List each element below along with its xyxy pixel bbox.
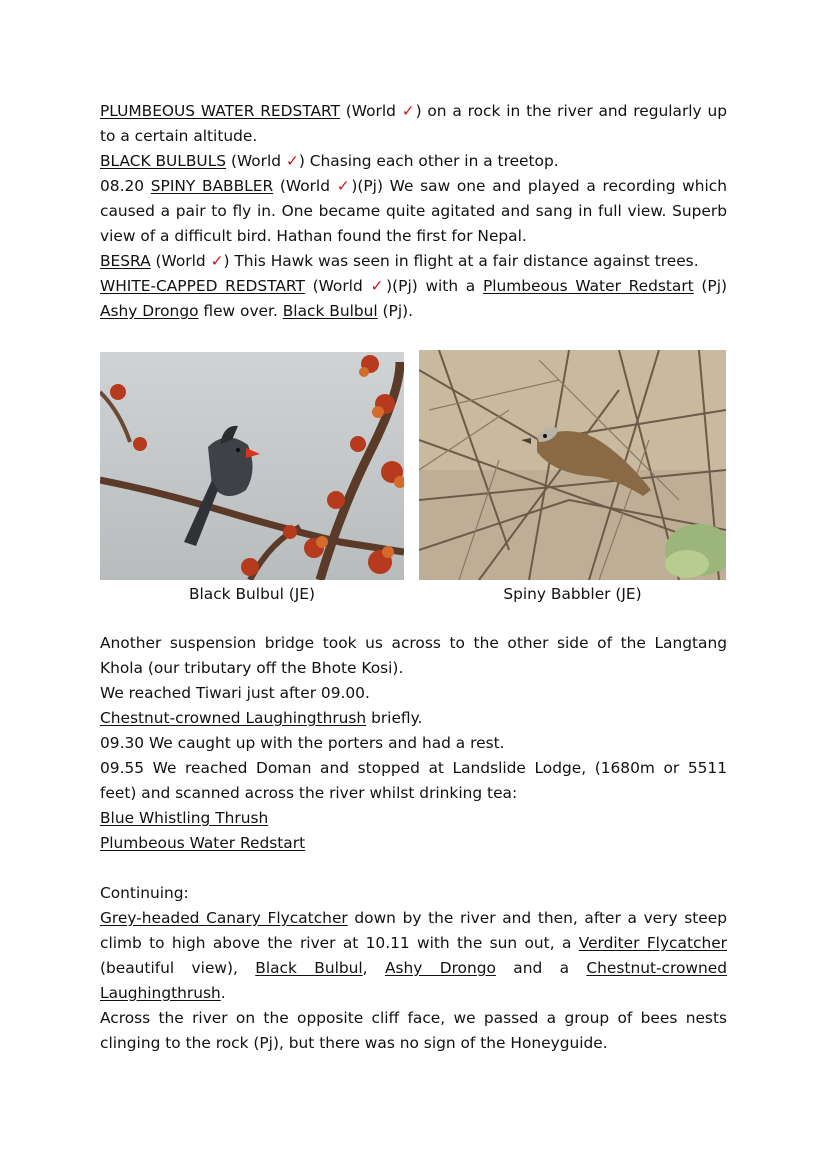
species-name: SPINY BABBLER (150, 177, 274, 195)
species-name: Plumbeous Water Redstart (482, 277, 694, 295)
species-name: Ashy Drongo (100, 302, 199, 320)
text: (World (339, 102, 402, 120)
bees-paragraph: Across the river on the opposite cliff face, we passed a group of bees nests clinging to the rock (Pj), but there was no sign of the Honeyguide. (100, 1009, 727, 1052)
black-bulbul-image (100, 352, 404, 580)
species-name: BLACK BULBULS (100, 152, 227, 170)
bulbuls-paragraph (100, 149, 727, 174)
spacer (100, 856, 727, 881)
species-name: Black Bulbul (255, 959, 363, 977)
white-capped-paragraph (100, 274, 727, 324)
species-list-item: Blue Whistling Thrush (100, 809, 269, 827)
species-list-item: Plumbeous Water Redstart (100, 834, 306, 852)
doman-paragraph: 09.55 We reached Doman and stopped at Landslide Lodge, (1680m or 5511 feet) and scanned across the river whilst drinking tea: (100, 759, 727, 802)
text: and a (495, 959, 587, 977)
porters-line: 09.30 We caught up with the porters and had a rest. (100, 734, 505, 752)
species-name: WHITE-CAPPED REDSTART (100, 277, 305, 295)
text: briefly. (366, 709, 423, 727)
check-icon: ✓ (401, 102, 416, 120)
text: (World (226, 152, 286, 170)
text: )(Pj) with a (386, 277, 483, 295)
redstart-paragraph (100, 99, 727, 149)
species-name: Grey-headed Canary Flycatcher (100, 909, 348, 927)
text: )(Pj) We saw one and played a recording which caused a pair to fly in. One became quite agitated and sang in full view. Superb view of a difficult bird. Hathan found the first for Nepal. (100, 177, 727, 245)
bridge-paragraph: Another suspension bridge took us across to the other side of the Langtang Khola (our tributary off the Bhote Kosi). (100, 634, 727, 677)
laughingthrush-line (100, 706, 727, 731)
photo-row (100, 350, 727, 612)
check-icon: ✓ (210, 252, 224, 270)
text: (World (273, 177, 337, 195)
text: ) Chasing each other in a treetop. (298, 152, 559, 170)
species-name: Chestnut-crowned Laughingthrush (100, 709, 367, 727)
check-icon: ✓ (370, 277, 387, 295)
continuing-line: Continuing: (100, 884, 189, 902)
time: 08.20 (100, 177, 151, 195)
photo-caption-black-bulbul: Black Bulbul (JE) (188, 585, 316, 603)
species-name: Ashy Drongo (384, 959, 496, 977)
spiny-babbler-photo (419, 350, 726, 580)
flycatcher-paragraph (100, 906, 727, 1006)
check-icon: ✓ (285, 152, 299, 170)
check-icon: ✓ (336, 177, 352, 195)
text: flew over. (198, 302, 283, 320)
photo-caption-spiny-babbler: Spiny Babbler (JE) (503, 585, 642, 603)
species-name: Black Bulbul (282, 302, 378, 320)
text: . (220, 984, 226, 1002)
black-bulbul-photo (100, 352, 404, 580)
text: (beautiful view), (100, 959, 256, 977)
species-name: PLUMBEOUS WATER REDSTART (100, 102, 340, 120)
text: (Pj). (377, 302, 414, 320)
babbler-paragraph (100, 174, 727, 249)
text: (Pj) (693, 277, 727, 295)
besra-paragraph (100, 249, 727, 274)
tiwari-line: We reached Tiwari just after 09.00. (100, 684, 370, 702)
text: ) on a rock in the river and regularly up to a certain altitude. (100, 102, 727, 145)
species-name: Chestnut-crowned Laughingthrush (100, 959, 727, 1002)
intro-section (100, 99, 727, 324)
species-name: BESRA (100, 252, 151, 270)
text: , (362, 959, 385, 977)
text: down by the river and then, after a very steep climb to high above the river at 10.11 with the sun out, a (100, 909, 727, 952)
spiny-babbler-image (419, 350, 726, 580)
text: ) This Hawk was seen in flight at a fair distance against trees. (223, 252, 699, 270)
lower-section (100, 631, 727, 1056)
text: (World (150, 252, 211, 270)
text: (World (304, 277, 371, 295)
species-name: Verditer Flycatcher (578, 934, 727, 952)
